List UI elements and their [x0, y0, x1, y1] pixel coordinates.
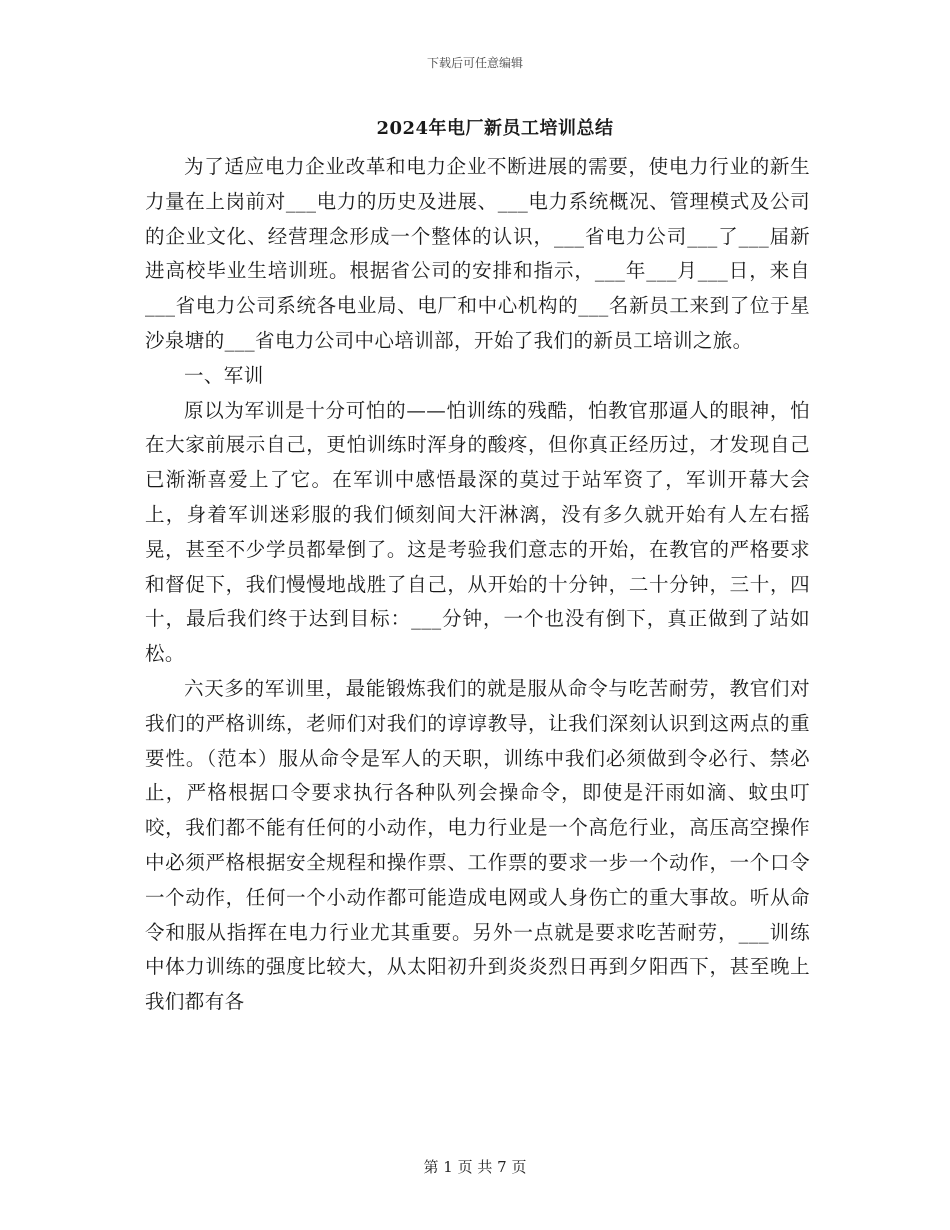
paragraph-discipline: 六天多的军训里，最能锻炼我们的就是服从命令与吃苦耐劳，教官们对我们的严格训练，老师们对我们的谆谆教导，让我们深刻认识到这两点的重要性。（范本）服从命令是军人的天职，训练中我们必须做到令必行、禁必止，严格根据口令要求执行各种队列会操命令，即使是汗雨如滴、蚊虫叮咬，我们都不能有任何的小动作，电力行业是一个高危行业，高压高空操作中必须严格根据安全规程和操作票、工作票的要求一步一个动作，一个口令一个动作，任何一个小动作都可能造成电网或人身伤亡的重大事故。听从命令和服从指挥在电力行业尤其重要。另外一点就是要求吃苦耐劳，___训练中体力训练的强度比较大，从太阳初升到炎炎烈日再到夕阳西下，甚至晚上我们都有各 [145, 676, 810, 1014]
document-title: 2024年电厂新员工培训总结 [376, 118, 614, 139]
page-number: 第 1 页 共 7 页 [423, 1158, 527, 1176]
paragraph-military-training: 原以为军训是十分可怕的——怕训练的残酷，怕教官那逼人的眼神，怕在大家前展示自己，更怕训练时浑身的酸疼，但你真正经历过，才发现自己已渐渐喜爱上了它。在军训中感悟最深的莫过于站军资了，军训开幕大会上，身着军训迷彩服的我们倾刻间大汗淋漓，没有多久就开始有人左右摇晃，甚至不少学员都晕倒了。这是考验我们意志的开始，在教官的严格要求和督促下，我们慢慢地战胜了自己，从开始的十分钟，二十分钟，三十，四十，最后我们终于达到目标：___分钟，一个也没有倒下，真正做到了站如松。 [145, 398, 810, 666]
paragraph-intro: 为了适应电力企业改革和电力企业不断进展的需要，使电力行业的新生力量在上岗前对___电力的历史及进展、___电力系统概况、管理模式及公司的企业文化、经营理念形成一个整体的认识，___省电力公司___了___届新进高校毕业生培训班。根据省公司的安排和指示，___年___月___日，来自___省电力公司系统各电业局、电厂和中心机构的___名新员工来到了位于星沙泉塘的___省电力公司中心培训部，开始了我们的新员工培训之旅。 [145, 155, 810, 352]
header-note: 下载后可任意编辑 [426, 56, 523, 70]
document-body [145, 150, 810, 1020]
section-heading-military-training: 一、军训 [184, 363, 264, 387]
